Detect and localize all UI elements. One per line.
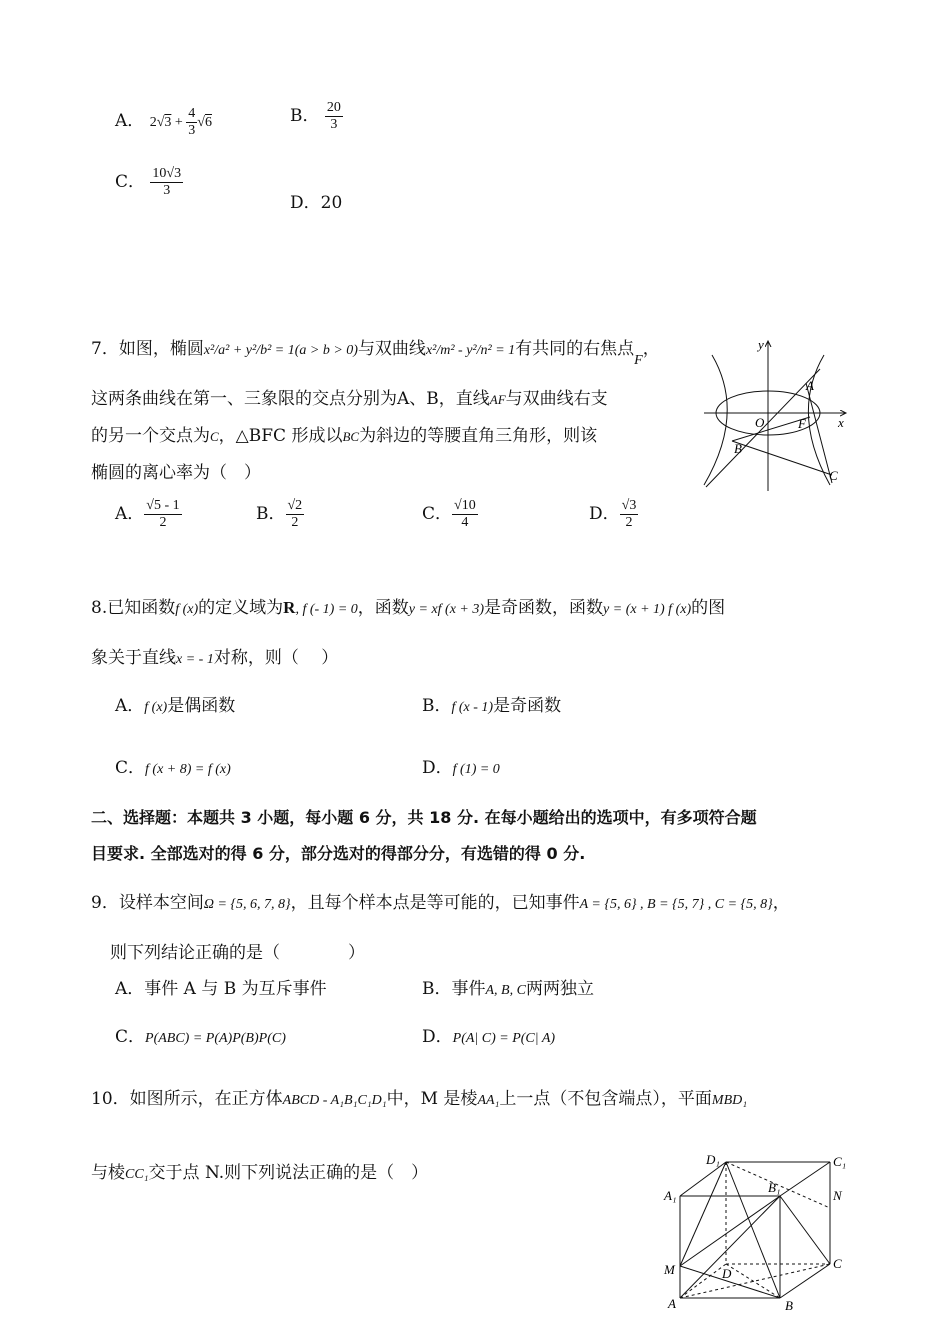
q7-line2: 这两条曲线在第一、三象限的交点分别为A、B，直线AF与双曲线右支 [91, 389, 608, 409]
q10-line2: 与棱CC₁交于点 N.则下列说法正确的是（ ） [91, 1163, 429, 1183]
q8-line1: 8.已知函数f (x)的定义域为R, f (- 1) = 0，函数y = xf (x + 3)是奇函数，函数y = (x + 1) f (x)的图 [91, 598, 726, 618]
q7-label-c: C [829, 468, 838, 483]
q9-option-d[interactable]: D．P(A| C) = P(C| A) [422, 1027, 556, 1047]
q7-figure [698, 335, 850, 495]
q8-option-c[interactable]: C．f (x + 8) = f (x) [115, 758, 231, 778]
q8-option-d[interactable]: D．f (1) = 0 [422, 758, 500, 778]
q7-ellipse-eq: x²/a² + y²/b² = 1(a > b > 0) [203, 343, 358, 358]
q6-c-fraction: $\frac{10√3}{3}$ [152, 166, 182, 198]
q10-line1: 10．如图所示，在正方体ABCD - A₁B₁C₁D₁中，M 是棱AA₁上一点（不包含端点），平面MBD₁ [91, 1089, 748, 1109]
q7-option-d[interactable]: D． $\frac{√3}{2}$ [589, 498, 637, 530]
q6-b-label: B． [290, 106, 320, 126]
q6-option-d[interactable] [290, 188, 342, 213]
q9-line1: 9．设样本空间Ω = {5, 6, 7, 8}，且每个样本点是等可能的，已知事件A = {5, 6} , B = {5, 7} , C = {5, 8}， [91, 893, 790, 913]
q7-label-o: O [755, 415, 765, 430]
q6-c-label: C． [115, 172, 146, 192]
q7-option-b[interactable]: B． $\frac{√2}{2}$ [256, 498, 303, 530]
section2-line2: 目要求. 全部选对的得 6 分，部分选对的得部分分，有选错的得 0 分. [91, 844, 586, 863]
q6-d-label: D． [290, 193, 321, 213]
q8-option-b[interactable]: B．f (x - 1)是奇函数 [422, 696, 562, 716]
q9-line2: 则下列结论正确的是（ ） [110, 943, 365, 963]
q10-cube-figure [660, 1148, 850, 1318]
q7-label-x: x [838, 415, 844, 430]
q9-option-b[interactable]: B．事件A, B, C两两独立 [422, 979, 594, 999]
q7-hyperbola-right [808, 355, 830, 485]
q7-label-a: A [806, 378, 814, 393]
q9-option-a[interactable]: A．事件 A 与 B 为互斥事件 [115, 979, 327, 999]
q7-option-c[interactable]: C． $\frac{√10}{4}$ [422, 498, 476, 530]
q6-a-math: 2√3 + $\frac{4}{3}$ √6 [149, 106, 212, 139]
q7-label-b: B [734, 441, 742, 456]
q10-label-m: M [664, 1262, 675, 1277]
q10-label-d1: D₁ [706, 1152, 720, 1167]
q10-label-d: D [722, 1266, 732, 1281]
q7-label-f: F [798, 416, 806, 431]
q10-label-a1: A₁ [664, 1188, 677, 1203]
q6-a-label: A． [115, 111, 145, 131]
q7-label-y: y [758, 337, 764, 352]
section2-line1: 二、选择题：本题共 3 小题，每小题 6 分，共 18 分. 在每小题给出的选项中，有多项符合题 [91, 808, 757, 827]
q9-option-c[interactable]: C．P(ABC) = P(A)P(B)P(C) [115, 1027, 286, 1047]
q10-label-b: B [785, 1298, 793, 1313]
q6-b-fraction: $\frac{20}{3}$ [326, 100, 341, 132]
q10-label-c: C [833, 1256, 842, 1271]
q6-d-value: 20 [320, 193, 343, 213]
q10-label-c1: C₁ [833, 1154, 847, 1169]
q10-label-b1: B₁ [768, 1180, 781, 1195]
q10-label-a: A [668, 1296, 676, 1311]
q7-option-a[interactable]: A． $\frac{√5 - 1}{2}$ [115, 498, 180, 530]
q7-hyperbola-left [704, 355, 727, 485]
q7-line3: 的另一个交点为C，△BFC 形成以BC为斜边的等腰直角三角形，则该 [91, 426, 598, 446]
q6-option-c[interactable] [115, 166, 183, 199]
q7-hyperbola-eq: x²/m² - y²/n² = 1 [425, 343, 516, 358]
q6-option-a[interactable] [115, 106, 212, 139]
q6-option-b[interactable] [290, 100, 343, 133]
q7-line4: 椭圆的离心率为（ ） [91, 463, 261, 483]
q7-line1: 7．如图，椭圆x²/a² + y²/b² = 1(a > b > 0)与双曲线x²/m² - y²/n² = 1有共同的右焦点$_F$， [91, 339, 660, 368]
q8-line2: 象关于直线x = - 1对称，则（ ） [91, 648, 339, 668]
q10-label-n: N [833, 1188, 842, 1203]
q8-option-a[interactable]: A．f (x)是偶函数 [115, 696, 236, 716]
